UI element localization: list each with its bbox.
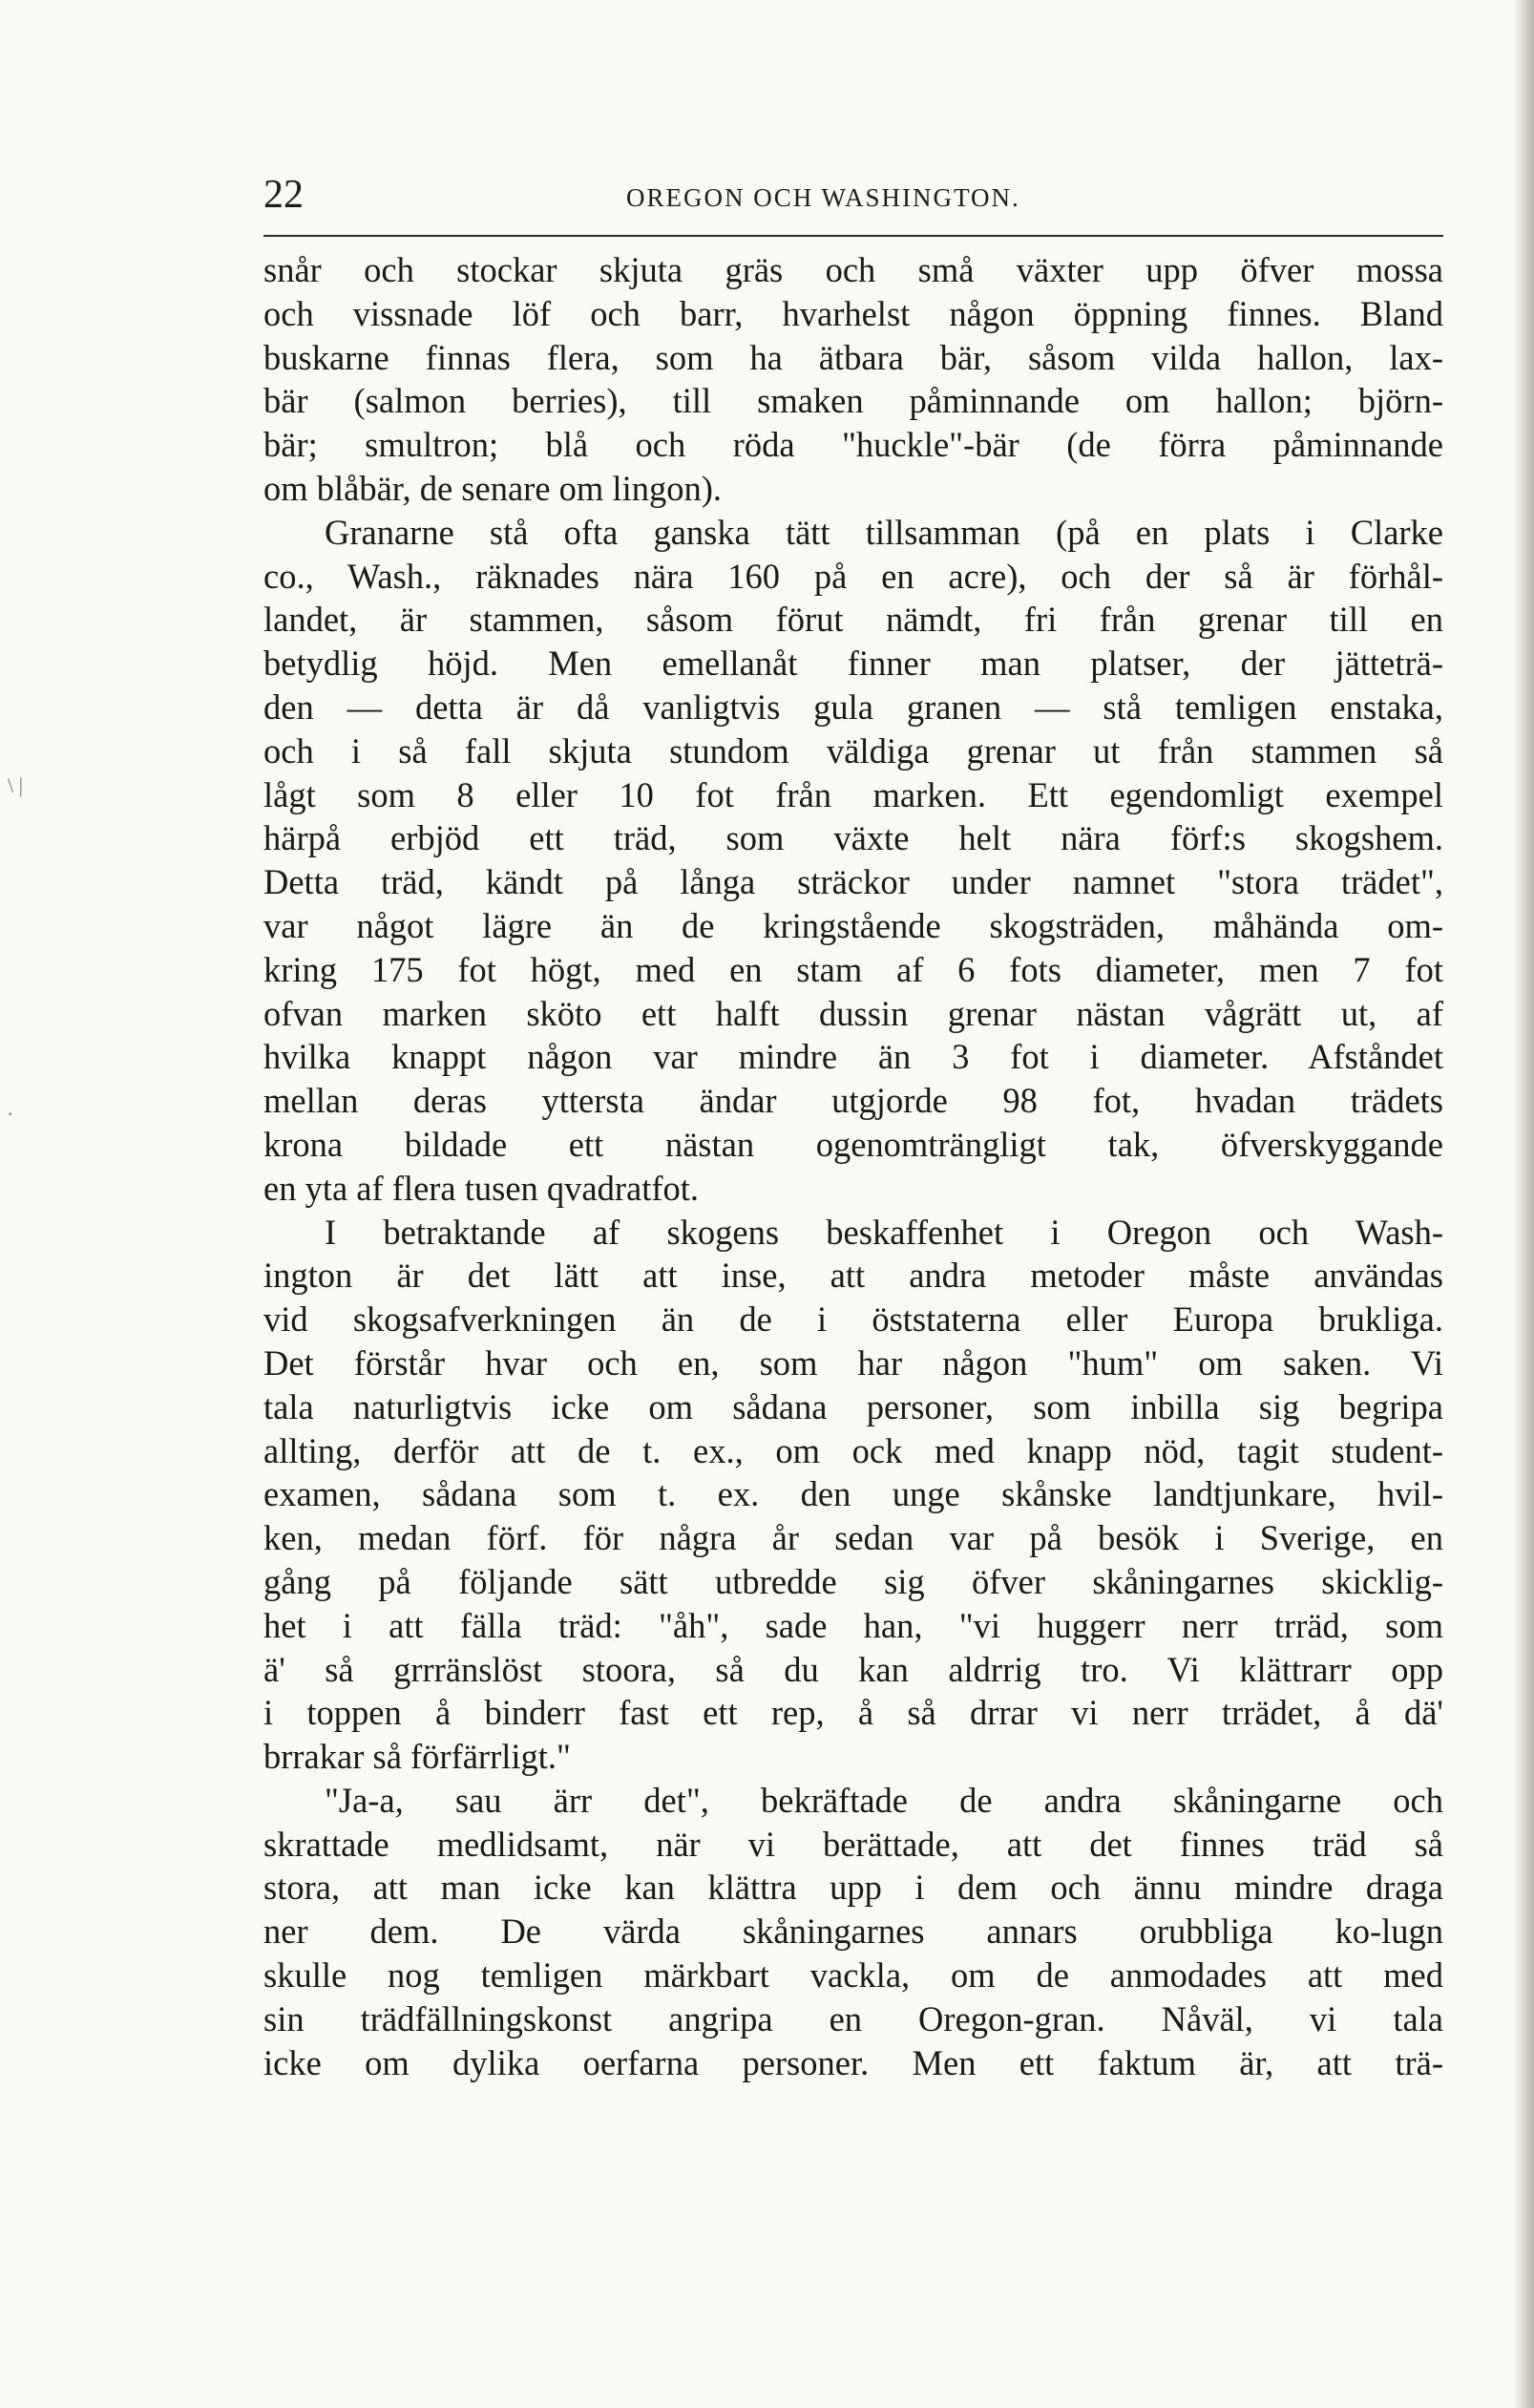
- text-line: Det förstår hvar och en, som har någon "hum" om saken. Vi: [263, 1342, 1443, 1383]
- text-line: krona bildade ett nästan ogenomträngligt tak, öfverskyggande: [263, 1124, 1443, 1164]
- text-line: ken, medan förf. för några år sedan var på besök i Sverige, en: [263, 1518, 1443, 1558]
- text-line: om blåbär, de senare om lingon).: [263, 468, 722, 508]
- text-line: betydlig höjd. Men emellanåt finner man platser, der jätteträ-: [263, 644, 1443, 684]
- text-line: allting, derför att de t. ex., om ock med knapp nöd, tagit student-: [263, 1430, 1443, 1470]
- page-edge-shadow: [1513, 0, 1534, 2408]
- text-line: co., Wash., räknades nära 160 på en acre), och der så är förhål-: [263, 556, 1443, 596]
- text-line: Granarne stå ofta ganska tätt tillsamman (på en plats i Clarke: [325, 512, 1443, 552]
- text-line: ner dem. De värda skåningarnes annars orubbliga ko-lugn: [263, 1912, 1443, 1952]
- text-line: snår och stockar skjuta gräs och små växter upp öfver mossa: [263, 250, 1443, 289]
- text-line: sin trädfällningskonst angripa en Oregon-gran. Nåväl, vi tala: [263, 1998, 1443, 2038]
- text-line: skulle nog temligen märkbart vackla, om de anmodades att med: [263, 1955, 1443, 1996]
- text-line: Detta träd, kändt på långa sträckor under namnet "stora trädet",: [263, 862, 1443, 902]
- text-line: brrakar så förfärrligt.": [263, 1737, 571, 1777]
- text-line: stora, att man icke kan klättra upp i dem och ännu mindre draga: [263, 1868, 1443, 1908]
- text-line: skrattade medlidsamt, när vi berättade, att det finnes träd så: [263, 1824, 1443, 1864]
- text-line: ä' så grrränslöst stoora, så du kan aldrrig tro. Vi klättrarr opp: [263, 1649, 1443, 1689]
- text-line: härpå erbjöd ett träd, som växte helt nära förf:s skogshem.: [263, 818, 1443, 858]
- header-rule: [263, 235, 1443, 237]
- page-header: [263, 172, 1443, 229]
- text-line: het i att fälla träd: "åh", sade han, "vi huggerr nerr trräd, som: [263, 1605, 1443, 1645]
- margin-speck: .: [8, 1096, 13, 1120]
- text-line: ington är det lätt att inse, att andra metoder måste användas: [263, 1256, 1443, 1296]
- text-line: ofvan marken sköto ett halft dussin grenar nästan vågrätt ut, af: [263, 993, 1443, 1033]
- text-line: i toppen å binderr fast ett rep, å så drrar vi nerr trrädet, å dä': [263, 1693, 1443, 1733]
- text-line: examen, sådana som t. ex. den unge skånske landtjunkare, hvil-: [263, 1474, 1443, 1514]
- text-line: en yta af flera tusen qvadratfot.: [263, 1168, 700, 1208]
- text-line: gång på följande sätt utbredde sig öfver skåningarnes skicklig-: [263, 1561, 1443, 1601]
- text-line: kring 175 fot högt, med en stam af 6 fots diameter, men 7 fot: [263, 949, 1443, 989]
- text-line: bär; smultron; blå och röda "huckle"-bär (de förra påminnande: [263, 425, 1443, 465]
- text-line: buskarne finnas flera, som ha ätbara bär, såsom vilda hallon, lax-: [263, 337, 1443, 377]
- text-line: och i så fall skjuta stundom väldiga grenar ut från stammen så: [263, 730, 1443, 771]
- text-line: var något lägre än de kringstående skogsträden, måhända om-: [263, 905, 1443, 945]
- text-line: mellan deras yttersta ändar utgjorde 98 fot, hvadan trädets: [263, 1081, 1443, 1121]
- text-line: I betraktande af skogens beskaffenhet i Oregon och Wash-: [325, 1212, 1443, 1252]
- text-line: vid skogsafverkningen än de i öststaterna eller Europa brukliga.: [263, 1299, 1443, 1340]
- running-title: OREGON OCH WASHINGTON.: [626, 183, 1020, 212]
- text-line: bär (salmon berries), till smaken påminnande om hallon; björn-: [263, 381, 1443, 421]
- page-number: 22: [263, 173, 304, 217]
- text-line: tala naturligtvis icke om sådana personer, som inbilla sig begripa: [263, 1386, 1443, 1426]
- text-line: hvilka knappt någon var mindre än 3 fot i diameter. Afståndet: [263, 1037, 1443, 1077]
- text-line: den — detta är då vanligtvis gula granen — stå temligen enstaka,: [263, 686, 1443, 727]
- text-line: landet, är stammen, såsom förut nämdt, fri från grenar till en: [263, 600, 1443, 640]
- text-line: och vissnade löf och barr, hvarhelst någon öppning finnes. Bland: [263, 293, 1443, 333]
- body-text: [263, 248, 1443, 2084]
- text-line: "Ja-a, sau ärr det", bekräftade de andra skåningarne och: [325, 1780, 1443, 1820]
- text-line: icke om dylika oerfarna personer. Men ett faktum är, att trä-: [263, 2042, 1443, 2082]
- margin-speck: \ |: [8, 773, 24, 797]
- text-line: lågt som 8 eller 10 fot från marken. Ett egendomligt exempel: [263, 774, 1443, 814]
